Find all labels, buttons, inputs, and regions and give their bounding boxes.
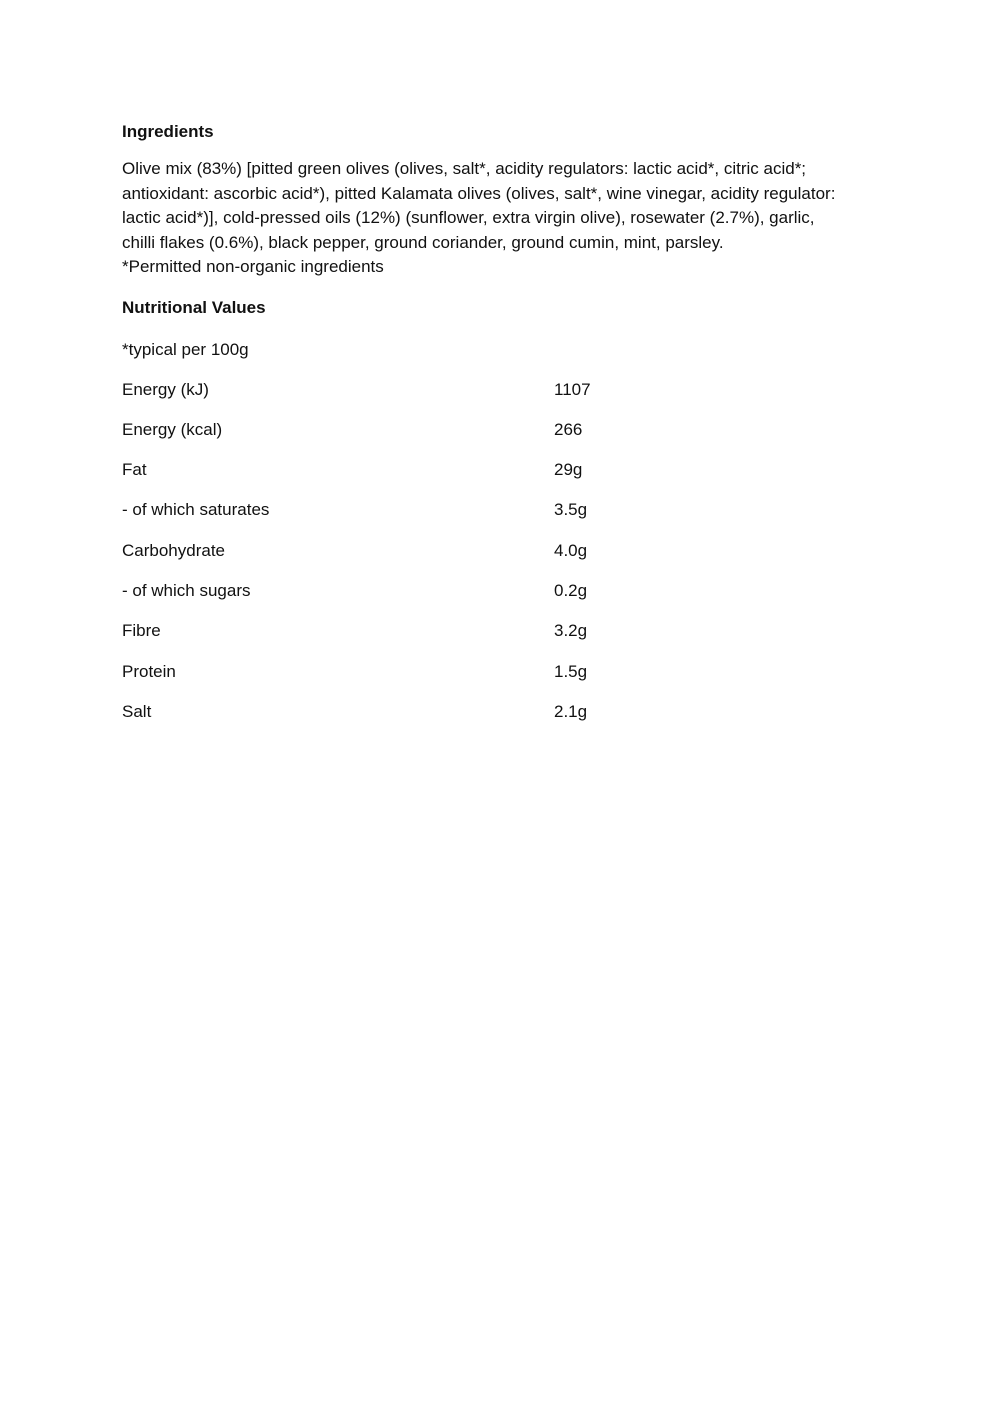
nutrient-value: 1107 <box>554 379 591 399</box>
ingredients-line: antioxidant: ascorbic acid*), pitted Kalamata olives (olives, salt*, wine vinegar, acidity regulator: <box>122 183 836 203</box>
nutrient-value: 3.5g <box>554 500 588 520</box>
ingredients-footnote: *Permitted non-organic ingredients <box>122 257 384 276</box>
nutrient-value: 2.1g <box>554 701 588 721</box>
nutrient-value: 266 <box>554 419 583 439</box>
nutrient-row <box>122 652 892 692</box>
nutrient-row <box>122 571 892 611</box>
nutrient-name: Fat <box>122 460 147 480</box>
nutrient-row <box>122 531 892 571</box>
nutrient-row <box>122 370 892 410</box>
typical-per-label: *typical per 100g <box>122 339 249 359</box>
nutrient-value: 29g <box>554 460 583 480</box>
nutrition-table <box>122 370 892 733</box>
nutrient-value: 3.2g <box>554 621 588 641</box>
nutritional-values-heading: Nutritional Values <box>122 297 266 317</box>
nutrient-name: Salt <box>122 701 152 721</box>
ingredients-heading: Ingredients <box>122 122 214 141</box>
nutrient-value: 1.5g <box>554 661 588 681</box>
nutrient-row <box>122 692 892 732</box>
nutrient-value: 0.2g <box>554 580 588 600</box>
nutrient-row <box>122 410 892 450</box>
nutrient-name: Protein <box>122 661 176 681</box>
document-page <box>122 118 892 732</box>
nutrient-name: Fibre <box>122 621 161 641</box>
ingredients-line: lactic acid*)], cold-pressed oils (12%) (sunflower, extra virgin olive), rosewater (2.7%), garlic, <box>122 208 815 227</box>
nutrient-name: - of which sugars <box>122 580 251 600</box>
ingredients-line: chilli flakes (0.6%), black pepper, ground coriander, ground cumin, mint, parsley. <box>122 232 724 252</box>
nutrient-row <box>122 611 892 651</box>
nutrient-row <box>122 490 892 530</box>
nutrient-name: Energy (kcal) <box>122 419 223 439</box>
nutrient-value: 4.0g <box>554 540 588 560</box>
nutrient-name: Energy (kJ) <box>122 379 209 399</box>
nutrient-name: Carbohydrate <box>122 540 226 560</box>
nutrient-row <box>122 450 892 490</box>
ingredients-line: Olive mix (83%) [pitted green olives (olives, salt*, acidity regulators: lactic acid*, citric acid*; <box>122 159 807 178</box>
nutrient-name: - of which saturates <box>122 500 270 520</box>
ingredients-text <box>122 157 892 280</box>
